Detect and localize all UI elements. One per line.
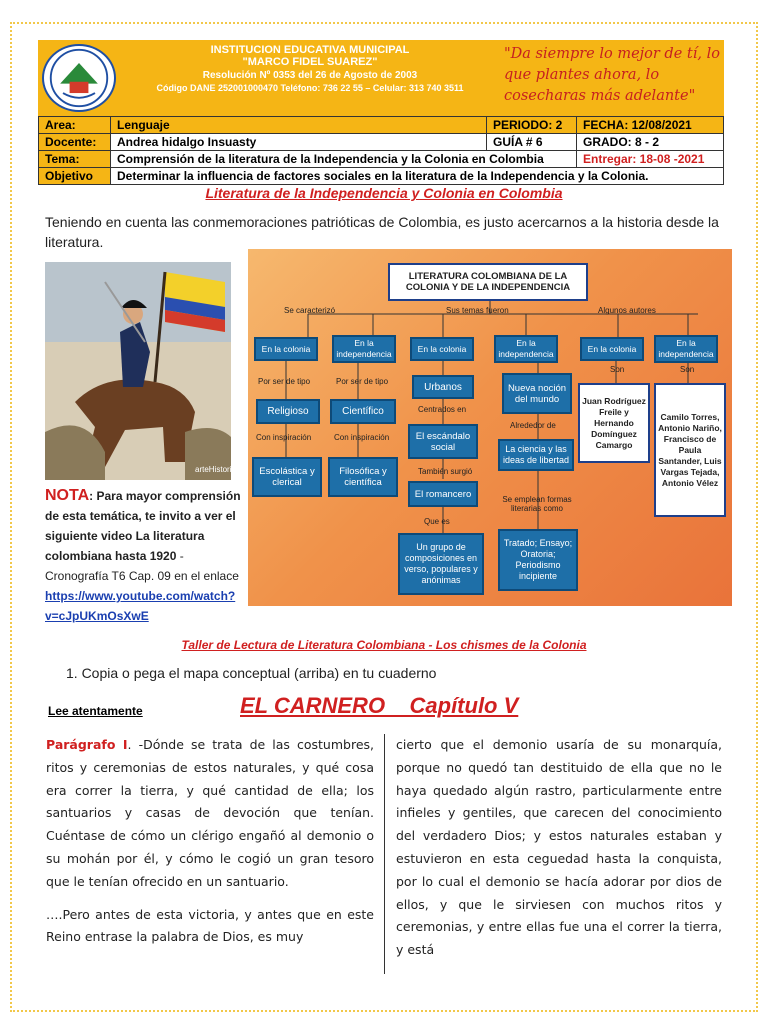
map-romancero: El romancero (408, 481, 478, 507)
grado-value: GRADO: 8 - 2 (577, 134, 724, 151)
map-ciencia: La ciencia y las ideas de libertad (498, 439, 574, 471)
docente-value: Andrea hidalgo Insuasty (111, 134, 487, 151)
tema-value: Comprensión de la literatura de la Independencia y la Colonia en Colombia (111, 151, 577, 168)
reading-column-right (396, 734, 722, 962)
paragraph-1-text: . -Dónde se trata de las costumbres, ritos y ceremonias de estos naturales, y qué cosa era correr la tierra, y qué cantidad de ella; los santuarios y casas de devoción que tenían. Cuéntase de cómo un clérigo engañó al demonio o su mohán por él, y cómo le cogió un gran tesoro que le tenían ofrecido en un santuario. (46, 737, 375, 889)
map-emplean: Se emplean formas literarias como (502, 495, 572, 513)
info-table (38, 116, 724, 185)
map-colonia-3: En la colonia (580, 337, 644, 361)
map-grupo: Un grupo de composiciones en verso, populares y anónimas (398, 533, 484, 595)
map-inspiracion-1: Con inspiración (256, 433, 312, 442)
map-autores-colonia: Juan Rodríguez Freile y Hernando Domínguez Camargo (578, 383, 650, 463)
map-inspiracion-2: Con inspiración (334, 433, 390, 442)
nota-text-2: - Cronografía T6 Cap. 09 en el enlace (45, 549, 239, 583)
map-cientifico: Científico (330, 399, 396, 424)
map-escolastica: Escolástica y clerical (252, 457, 322, 497)
map-filosofica: Filosófica y científica (328, 457, 398, 497)
map-religioso: Religioso (256, 399, 320, 424)
map-urbanos: Urbanos (412, 375, 474, 399)
resolution-text: Resolución Nº 0353 del 26 de Agosto de 2003 (202, 70, 418, 81)
independence-hero-image (45, 262, 236, 480)
nota-block (45, 486, 245, 626)
map-nueva-nocion: Nueva noción del mundo (502, 373, 572, 414)
reading-paragraph-2: ….Pero antes de esta victoria, y antes que en este Reino entrase la palabra de Dios, es muy (46, 906, 374, 945)
map-alrededor: Alrededor de (510, 421, 556, 430)
motto-quote: "Da siempre lo mejor de tí, lo que plantes ahora, lo cosecharas más adelante" (504, 46, 720, 104)
paragraph-label: Parágrafo I (46, 737, 128, 752)
concept-map (248, 249, 732, 606)
map-branch-autores: Algunos autores (598, 306, 656, 315)
nota-label: NOTA (45, 487, 90, 504)
docente-label: Docente: (39, 134, 111, 151)
school-name: "MARCO FIDEL SUAREZ" (242, 56, 378, 68)
institution-block (120, 44, 500, 94)
area-label: Area: (39, 117, 111, 134)
taller-title: Taller de Lectura de Literatura Colombiana - Los chismes de la Colonia (181, 638, 587, 652)
page-subtitle: Literatura de la Independencia y Colonia en Colombia (205, 185, 563, 201)
map-que-es: Que es (424, 517, 450, 526)
map-colonia-2: En la colonia (410, 337, 474, 361)
chapter-title: EL CARNERO Capítulo V (240, 693, 519, 718)
reading-paragraph-3: cierto que el demonio usaría de su monarquía, porque no quedó tan destituido de ella que no le haya quedado algún rastro, particularmente entre infieles y gentiles, que carecen del conocimiento del verdadero Dios; y estos naturales estaban y estuvieron en esta ceguedad hasta la conquista, por lo cual el demonio se hacía adorar por dios de ellos, y que le sirviesen con muchos ritos y ceremonias, y entre ellas fue una el correr la tierra, y está (396, 737, 722, 958)
map-title-node: LITERATURA COLOMBIANA DE LA COLONIA Y DE LA INDEPENDENCIA (388, 263, 588, 301)
periodo-value: PERIODO: 2 (487, 117, 577, 134)
intro-paragraph: Teniendo en cuenta las conmemoraciones patrióticas de Colombia, es justo acercarnos a la historia desde la literatura. (45, 214, 719, 250)
reading-column-left (46, 734, 374, 949)
institution-name: INSTITUCION EDUCATIVA MUNICIPAL (210, 44, 410, 56)
map-son-1: Son (610, 365, 625, 374)
video-link[interactable]: https://www.youtube.com/watch?v=cJpUKmOsXwE (45, 589, 236, 623)
nota-text: : Para mayor comprensión de esta temática, te invito a ver el siguiente video La literatura colombiana hasta 1920 (45, 489, 241, 563)
contact-text: Código DANE 252001000470 Teléfono: 736 22 55 – Celular: 313 740 3511 (156, 83, 464, 93)
fecha-value: FECHA: 12/08/2021 (577, 117, 724, 134)
map-escandalo: El escándalo social (408, 424, 478, 459)
hero-watermark: arteHistoria (195, 465, 236, 474)
map-independencia-1: En la independencia (332, 335, 396, 363)
reading-paragraph-1 (46, 734, 374, 894)
map-independencia-3: En la independencia (654, 335, 718, 363)
tema-label: Tema: (39, 151, 111, 168)
map-tambien: También surgió (418, 467, 473, 476)
map-branch-temas: Sus temas fueron (446, 306, 509, 315)
map-son-2: Son (680, 365, 695, 374)
lee-atentamente-label: Lee atentamente (48, 704, 143, 718)
map-por-tipo-1: Por ser de tipo (258, 377, 311, 386)
map-por-tipo-2: Por ser de tipo (336, 377, 389, 386)
school-logo (42, 44, 116, 112)
task-1: 1. Copia o pega el mapa conceptual (arriba) en tu cuaderno (66, 665, 437, 681)
map-branch-caracterizo: Se caracterizó (284, 306, 336, 315)
map-tratado: Tratado; Ensayo; Oratoria; Periodismo incipiente (498, 529, 578, 591)
area-value: Lenguaje (111, 117, 487, 134)
entregar-value: Entregar: 18-08 -2021 (577, 151, 724, 168)
map-colonia-1: En la colonia (254, 337, 318, 361)
guia-value: GUÍA # 6 (487, 134, 577, 151)
objetivo-label: Objetivo (39, 168, 111, 185)
map-autores-independencia: Camilo Torres, Antonio Nariño, Francisco de Paula Santander, Luis Vargas Tejada, Antonio Vélez (654, 383, 726, 517)
column-divider (384, 734, 385, 974)
objetivo-value: Determinar la influencia de factores sociales en la literatura de la Independencia y la Colonia. (111, 168, 724, 185)
map-independencia-2: En la independencia (494, 335, 558, 363)
map-centrados: Centrados en (418, 405, 467, 414)
